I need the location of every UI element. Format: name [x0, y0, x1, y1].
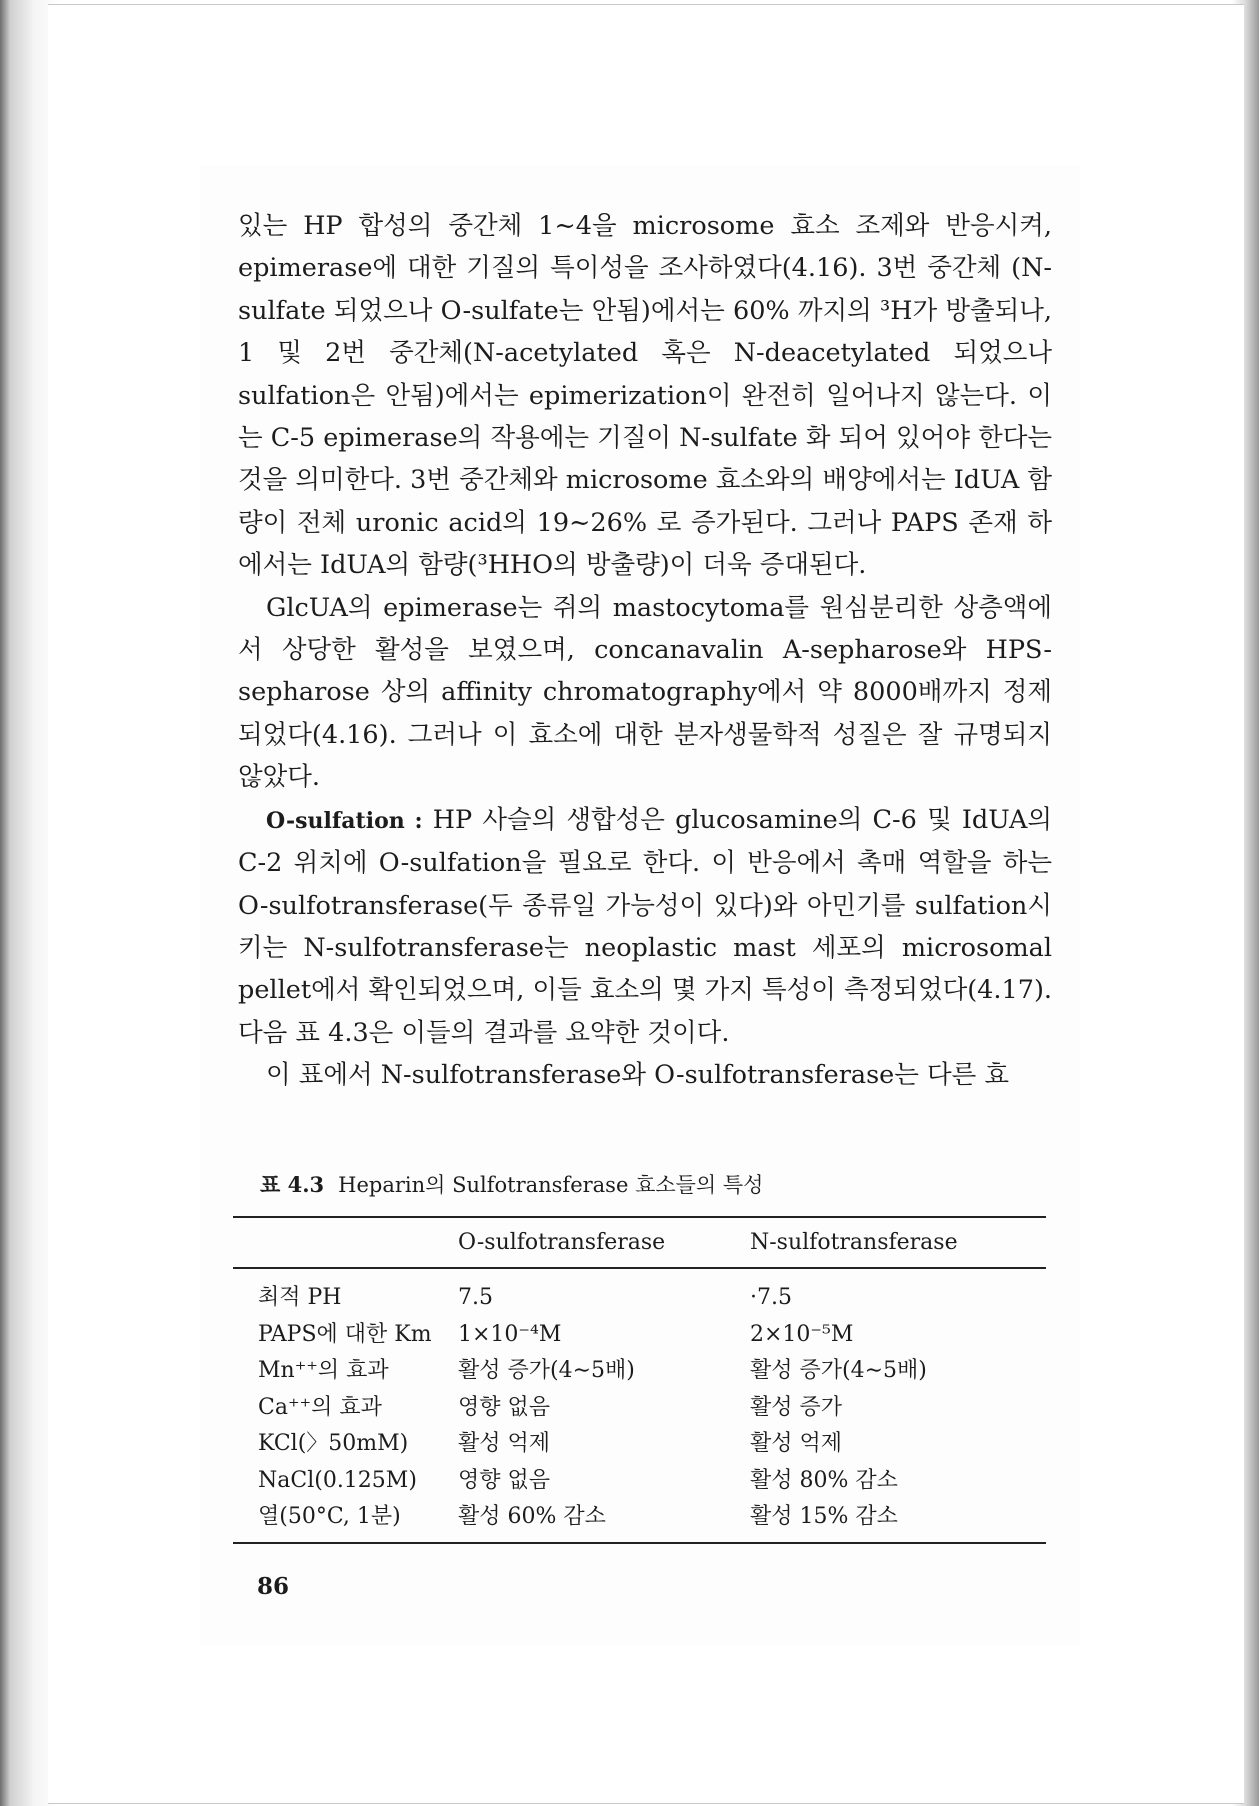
row-label: KCl(〉50mM) [258, 1431, 409, 1456]
table-cell: 2×10⁻⁵M [750, 1321, 854, 1347]
page-number: 86 [257, 1573, 290, 1600]
paragraph-2: GlcUA의 epimerase는 쥐의 mastocytoma를 원심분리한 상층액에서 상당한 활성을 보였으며, concanavalin A-sepharose와 HPS-sepharose 상의 affinity chromatography에서 약 8000배까지 정제되었다(4.16). 그러나 이 효소에 대한 분자생물학적 성질은 잘 규명되지 않았다. [238, 592, 1052, 793]
table-cell: 활성 증가 [750, 1394, 843, 1420]
table-row [233, 1268, 1046, 1317]
table-title: Heparin의 Sulfotransferase 효소들의 특성 [338, 1173, 764, 1197]
row-label: 최적 PH [258, 1285, 342, 1310]
table-cell: 활성 80% 감소 [750, 1467, 898, 1493]
table-row [233, 1463, 1046, 1500]
column-header [233, 1217, 458, 1268]
body-text [238, 205, 1052, 1097]
paragraph-3-text: HP 사슬의 생합성은 glucosamine의 C-6 및 IdUA의 C-2 위치에 O-sulfation을 필요로 한다. 이 반응에서 촉매 역할을 하는 O-sulfotransferase(두 종류일 가능성이 있다)와 아민기를 sulfation시키는 N-sulfotransferase는 neoplastic mast 세포의 microsomal pellet에서 확인되었으며, 이들 효소의 몇 가지 특성이 측정되었다(4.17). 다음 표 4.3은 이들의 결과를 요약한 것이다. [238, 804, 1053, 1048]
table-header-row [233, 1217, 1046, 1268]
table-row [233, 1426, 1046, 1463]
column-header: O-sulfotransferase [458, 1217, 750, 1268]
table-cell: 활성 증가(4∼5배) [458, 1358, 635, 1383]
paragraph-3 [238, 799, 1052, 1054]
row-label: 열(50°C, 1분) [233, 1499, 458, 1543]
table-cell: ·7.5 [750, 1285, 792, 1310]
table-cell: 활성 억제 [750, 1431, 843, 1456]
table-cell: 활성 15% 감소 [750, 1499, 1046, 1543]
table-cell: 7.5 [458, 1285, 493, 1310]
table-cell: 1×10⁻⁴M [458, 1321, 562, 1347]
column-header: N-sulfotransferase [750, 1217, 1046, 1268]
row-label: Ca⁺⁺의 효과 [258, 1394, 382, 1420]
table-row [233, 1499, 1046, 1543]
table-row [233, 1390, 1046, 1427]
table-cell: 영향 없음 [458, 1394, 551, 1420]
row-label: PAPS에 대한 Km [258, 1321, 432, 1347]
table-row [233, 1353, 1046, 1390]
table-row [233, 1317, 1046, 1354]
paragraph-4: 이 표에서 N-sulfotransferase와 O-sulfotransferase는 다른 효 [266, 1060, 1010, 1091]
table-wrap [233, 1216, 1046, 1544]
table-caption [260, 1170, 1040, 1200]
table-cell: 활성 억제 [458, 1431, 551, 1456]
run-in-heading: O-sulfation : [266, 807, 423, 834]
properties-table [233, 1216, 1046, 1544]
row-label: Mn⁺⁺의 효과 [258, 1358, 389, 1383]
table-cell: 활성 증가(4∼5배) [750, 1358, 927, 1383]
row-label: NaCl(0.125M) [258, 1467, 417, 1493]
paragraph-1: 있는 HP 합성의 중간체 1∼4을 microsome 효소 조제와 반응시켜, epimerase에 대한 기질의 특이성을 조사하였다(4.16). 3번 중간체 (N-sulfate 되었으나 O-sulfate는 안됨)에서는 60% 까지의 ³H가 방출되나, 1 및 2번 중간체(N-acetylated 혹은 N-deacetylated 되었으나 sulfation은 안됨)에서는 epimerization이 완전히 일어나지 않는다. 이는 C-5 epimerase의 작용에는 기질이 N-sulfate 화 되어 있어야 한다는 것을 의미한다. 3번 중간체와 microsome 효소와의 배양에서는 IdUA 함량이 전체 uronic acid의 19∼26% 로 증가된다. 그러나 PAPS 존재 하에서는 IdUA의 함량(³HHO의 방출량)이 더욱 증대된다. [238, 211, 1052, 581]
table-cell: 활성 60% 감소 [458, 1499, 750, 1543]
table-label: 표 4.3 [260, 1172, 325, 1197]
table-cell: 영향 없음 [458, 1467, 551, 1493]
